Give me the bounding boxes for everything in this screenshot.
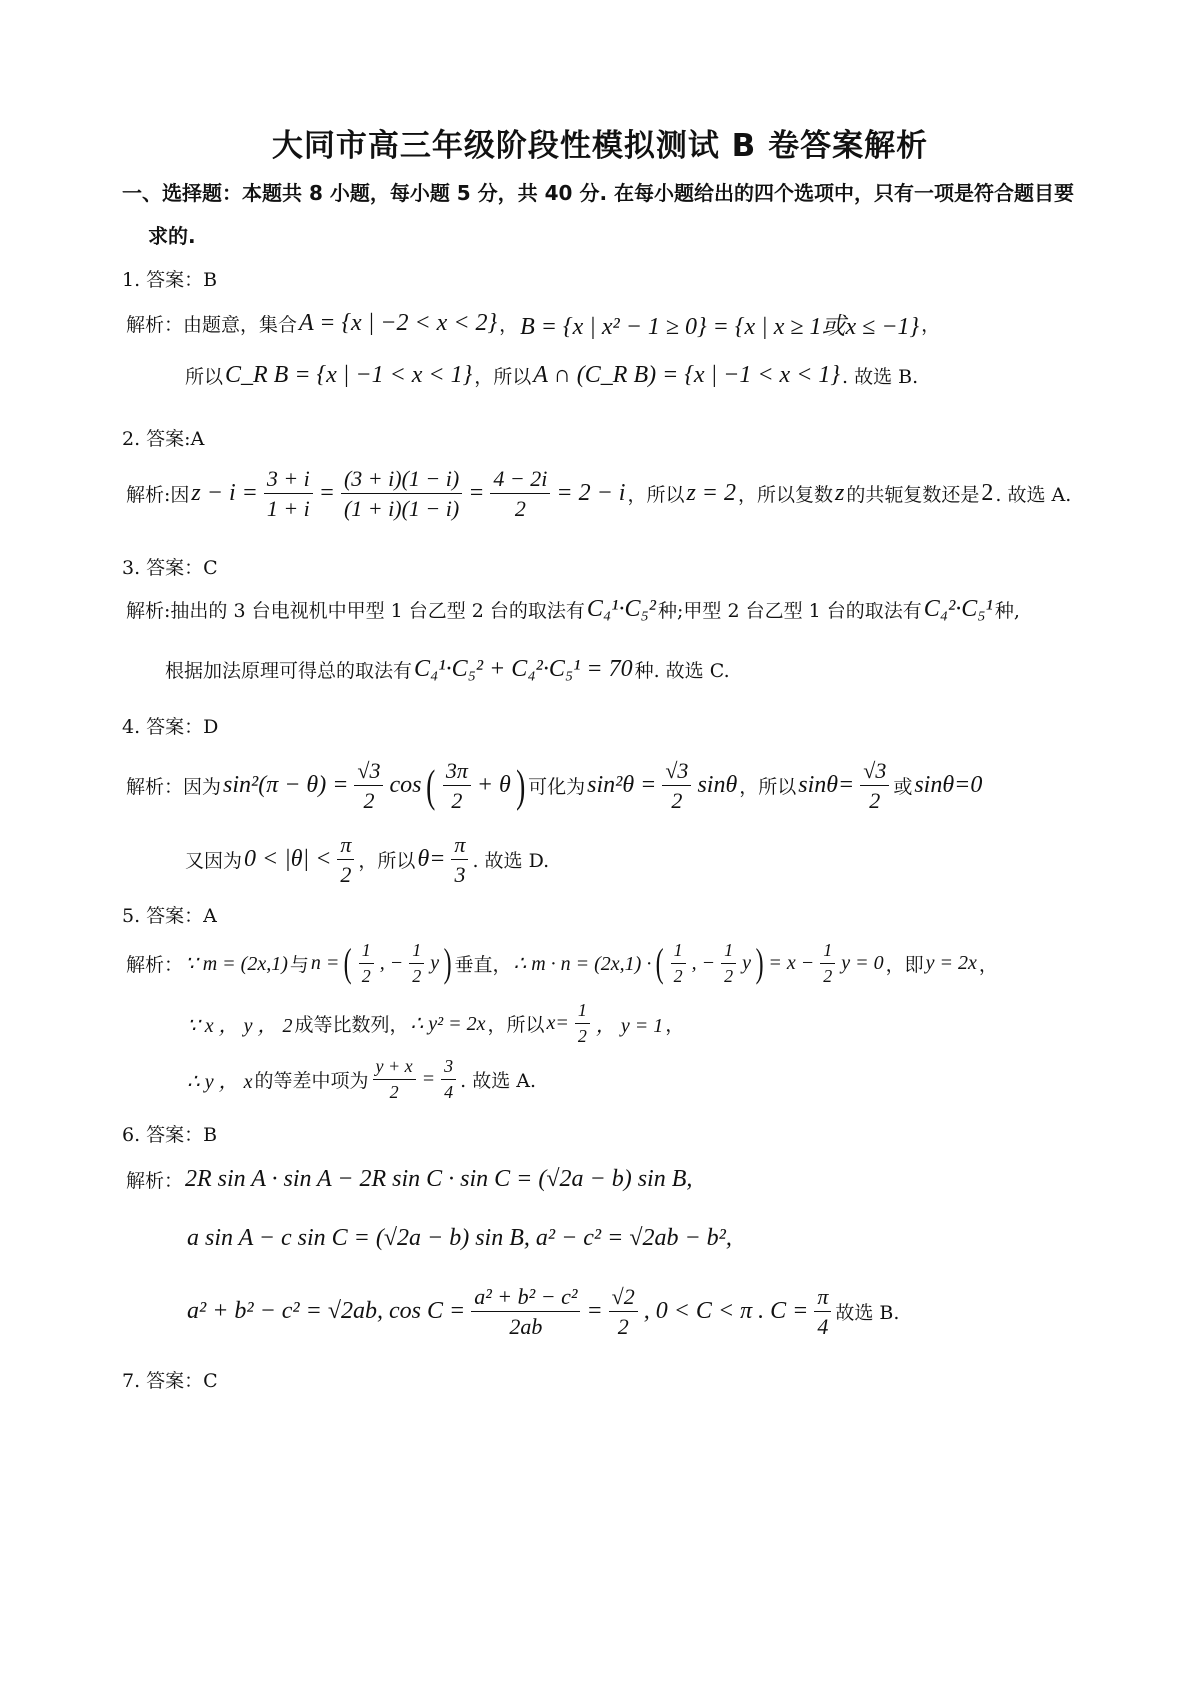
left-paren: ( bbox=[426, 759, 436, 811]
denominator: 2 bbox=[671, 788, 683, 814]
denominator: 2 bbox=[617, 1314, 629, 1340]
left-paren: ( bbox=[656, 940, 665, 986]
math-expr: = bbox=[318, 480, 335, 507]
text: 的共轭复数还是 bbox=[846, 484, 980, 507]
numerator: √3 bbox=[860, 758, 889, 786]
text: 解析:因 bbox=[126, 484, 190, 507]
math-expr: C_R B = {x | −1 < x < 1} bbox=[225, 362, 473, 388]
numerator: π bbox=[814, 1284, 831, 1312]
math-expr: A ∩ (C_R B) = {x | −1 < x < 1} bbox=[533, 362, 840, 388]
fraction bbox=[490, 466, 550, 522]
numerator: √2 bbox=[609, 1284, 638, 1312]
text: 种. 故选 C. bbox=[634, 660, 730, 682]
text: 解析： bbox=[126, 1170, 184, 1192]
denominator: 4 bbox=[444, 1081, 454, 1102]
denominator: 2 bbox=[577, 1025, 587, 1046]
math-expr: z = 2 bbox=[686, 480, 737, 507]
text: ，即 bbox=[885, 953, 924, 976]
text: 解析：由题意，集合 bbox=[126, 314, 298, 336]
text: 与 bbox=[289, 953, 309, 976]
right-paren: ) bbox=[755, 940, 764, 986]
text: . 故选 A. bbox=[995, 484, 1072, 507]
math-expr: C₄¹·C₅² + C₄²·C₅¹ = 70 bbox=[414, 656, 633, 682]
analysis-6-line-2 bbox=[185, 1225, 734, 1252]
analysis-4-line-2 bbox=[185, 832, 549, 888]
fraction bbox=[671, 940, 686, 986]
denominator: 2 bbox=[363, 788, 375, 814]
numerator: (3 + i)(1 − i) bbox=[341, 466, 462, 494]
analysis-1-line-1 bbox=[126, 306, 940, 341]
text: 解析：因为 bbox=[126, 776, 222, 799]
analysis-3-line-2 bbox=[165, 656, 730, 683]
analysis-3-line-1 bbox=[126, 596, 1020, 623]
denominator: 1 + i bbox=[266, 496, 310, 522]
fraction bbox=[662, 758, 691, 814]
numerator: 3π bbox=[443, 758, 471, 786]
answer-label-2: 2. 答案:A bbox=[122, 428, 205, 450]
text: 或 bbox=[893, 776, 913, 799]
fraction bbox=[441, 1056, 456, 1102]
text: ，所以 bbox=[358, 850, 416, 873]
math-expr: cos bbox=[389, 772, 422, 799]
numerator: √3 bbox=[354, 758, 383, 786]
math-expr: a sin A − c sin C = (√2a − b) sin B, a² − c² = √2ab − b², bbox=[187, 1225, 732, 1251]
math-expr: sin²θ = bbox=[587, 772, 657, 799]
denominator: 2 bbox=[869, 788, 881, 814]
math-expr: z bbox=[835, 480, 845, 507]
right-paren: ) bbox=[443, 940, 452, 986]
math-expr: C₄²·C₅¹ bbox=[923, 596, 993, 622]
text: ，所以 bbox=[487, 1013, 545, 1036]
text: 解析:抽出的 3 台电视机中甲型 1 台乙型 2 台的取法有 bbox=[126, 600, 585, 622]
analysis-6-line-3 bbox=[185, 1284, 899, 1340]
math-expr: 0 < |θ| < bbox=[244, 846, 332, 873]
text: 的等差中项为 bbox=[254, 1069, 369, 1092]
math-expr: 2 bbox=[981, 480, 994, 507]
math-expr: + θ bbox=[476, 772, 511, 799]
text: ， bbox=[978, 953, 998, 976]
math-expr: C₄¹·C₅² bbox=[586, 596, 656, 622]
math-expr: y = 0 bbox=[841, 951, 884, 974]
text: 故选 B. bbox=[835, 1302, 900, 1325]
analysis-2-line-1 bbox=[126, 466, 1071, 522]
math-expr: θ= bbox=[417, 846, 446, 873]
text: 可化为 bbox=[528, 776, 586, 799]
fraction bbox=[373, 1056, 416, 1102]
numerator: 1 bbox=[409, 940, 424, 964]
fraction bbox=[409, 940, 424, 986]
fraction bbox=[337, 832, 354, 888]
text: ，所以 bbox=[739, 776, 797, 799]
numerator: 1 bbox=[359, 940, 374, 964]
math-expr: y bbox=[430, 951, 440, 974]
math-expr: = 2 − i bbox=[556, 480, 626, 507]
text: 所以 bbox=[185, 366, 224, 388]
answer-label-4: 4. 答案：D bbox=[122, 716, 219, 738]
text: ， bbox=[921, 314, 941, 336]
denominator: 2 bbox=[724, 965, 734, 986]
numerator: 3 + i bbox=[264, 466, 313, 494]
numerator: 1 bbox=[721, 940, 736, 964]
math-expr: , 0 < C < π . C = bbox=[643, 1298, 809, 1325]
numerator: 3 bbox=[441, 1056, 456, 1080]
denominator: 2 bbox=[412, 965, 422, 986]
math-expr: sinθ= bbox=[798, 772, 855, 799]
fraction bbox=[721, 940, 736, 986]
analysis-4-line-1 bbox=[126, 758, 984, 814]
answer-label-5: 5. 答案：A bbox=[122, 905, 217, 927]
section-heading-cont: 求的. bbox=[148, 224, 196, 248]
numerator: π bbox=[337, 832, 354, 860]
text: 成等比数列， bbox=[294, 1013, 409, 1036]
numerator: 4 − 2i bbox=[490, 466, 550, 494]
math-expr: sinθ=0 bbox=[914, 772, 983, 799]
fraction bbox=[354, 758, 383, 814]
answer-label-1: 1. 答案：B bbox=[122, 269, 218, 291]
analysis-6-line-1 bbox=[126, 1166, 694, 1193]
text: ，所以复数 bbox=[738, 484, 834, 507]
text: ， bbox=[499, 314, 519, 336]
math-expr: y = 2x bbox=[925, 951, 977, 974]
math-expr: A = {x | −2 < x < 2} bbox=[299, 310, 498, 336]
math-expr: = bbox=[586, 1298, 603, 1325]
math-expr: = bbox=[421, 1067, 436, 1090]
denominator: 2ab bbox=[509, 1314, 543, 1340]
numerator: 1 bbox=[575, 1000, 590, 1024]
math-expr: 2R sin A · sin A − 2R sin C · sin C = (√2a − b) sin B, bbox=[185, 1166, 693, 1192]
fraction bbox=[820, 940, 835, 986]
math-expr: ∵ x ， y ， 2 bbox=[187, 1014, 293, 1037]
fraction bbox=[575, 1000, 590, 1046]
text: 解析： bbox=[126, 953, 184, 976]
answer-label-7: 7. 答案：C bbox=[122, 1370, 218, 1392]
analysis-1-line-2 bbox=[185, 362, 918, 389]
fraction bbox=[814, 1284, 831, 1340]
numerator: π bbox=[451, 832, 468, 860]
denominator: 2 bbox=[823, 965, 833, 986]
answer-label-3: 3. 答案：C bbox=[122, 557, 218, 579]
page-title: 大同市高三年级阶段性模拟测试 B 卷答案解析 bbox=[271, 128, 929, 164]
fraction bbox=[443, 758, 471, 814]
right-paren: ) bbox=[515, 759, 526, 811]
denominator: 2 bbox=[451, 788, 463, 814]
math-expr: = bbox=[468, 480, 485, 507]
fraction bbox=[264, 466, 313, 522]
fraction bbox=[451, 832, 468, 888]
denominator: 2 bbox=[389, 1081, 399, 1102]
denominator: (1 + i)(1 − i) bbox=[343, 496, 460, 522]
text: ， bbox=[665, 1013, 685, 1036]
math-expr: y bbox=[742, 951, 752, 974]
numerator: a² + b² − c² bbox=[471, 1284, 580, 1312]
math-expr: a² + b² − c² = √2ab, cos C = bbox=[187, 1298, 466, 1325]
text: 种;甲型 2 台乙型 1 台的取法有 bbox=[658, 600, 922, 622]
answer-label-6: 6. 答案：B bbox=[122, 1124, 218, 1146]
section-heading: 一、选择题：本题共 8 小题，每小题 5 分，共 40 分. 在每小题给出的四个选项中，只有一项是符合题目要 bbox=[122, 181, 1075, 205]
math-expr: , − bbox=[379, 951, 404, 974]
math-expr: ， y = 1 bbox=[595, 1014, 664, 1037]
math-expr: z − i = bbox=[191, 480, 258, 507]
math-expr: ∴ y ， x bbox=[187, 1070, 253, 1093]
numerator: √3 bbox=[662, 758, 691, 786]
denominator: 3 bbox=[454, 862, 466, 888]
text: . 故选 B. bbox=[842, 366, 919, 388]
fraction bbox=[359, 940, 374, 986]
fraction bbox=[471, 1284, 580, 1340]
numerator: y + x bbox=[373, 1056, 416, 1080]
left-paren: ( bbox=[344, 940, 353, 986]
text: ，所以 bbox=[627, 484, 685, 507]
math-expr: n = bbox=[310, 951, 340, 974]
math-expr: B = {x | x² − 1 ≥ 0} = {x | x ≥ 1或x ≤ −1} bbox=[520, 314, 920, 340]
math-expr: sinθ bbox=[697, 772, 738, 799]
numerator: 1 bbox=[820, 940, 835, 964]
text: . 故选 A. bbox=[460, 1069, 537, 1092]
text: 垂直， bbox=[454, 953, 512, 976]
math-expr: ∵ m = (2x,1) bbox=[185, 952, 288, 975]
math-expr: , − bbox=[691, 951, 716, 974]
math-expr: sin²(π − θ) = bbox=[223, 772, 349, 799]
numerator: 1 bbox=[671, 940, 686, 964]
fraction bbox=[860, 758, 889, 814]
text: ，所以 bbox=[474, 366, 532, 388]
math-expr: ∴ y² = 2x bbox=[410, 1012, 486, 1035]
denominator: 2 bbox=[514, 496, 526, 522]
text: 种, bbox=[994, 600, 1020, 622]
math-expr: = x − bbox=[768, 951, 815, 974]
fraction bbox=[609, 1284, 638, 1340]
math-expr: x= bbox=[546, 1011, 569, 1034]
denominator: 4 bbox=[817, 1314, 829, 1340]
text: . 故选 D. bbox=[472, 850, 550, 873]
denominator: 2 bbox=[340, 862, 352, 888]
analysis-5-line-3 bbox=[185, 1056, 536, 1102]
text: 根据加法原理可得总的取法有 bbox=[165, 660, 413, 682]
text: 又因为 bbox=[185, 850, 243, 873]
analysis-5-line-2 bbox=[185, 1000, 684, 1046]
math-expr: ∴ m · n = (2x,1) · bbox=[513, 952, 652, 975]
denominator: 2 bbox=[361, 965, 371, 986]
analysis-5-line-1 bbox=[126, 940, 998, 986]
fraction bbox=[341, 466, 462, 522]
denominator: 2 bbox=[673, 965, 683, 986]
